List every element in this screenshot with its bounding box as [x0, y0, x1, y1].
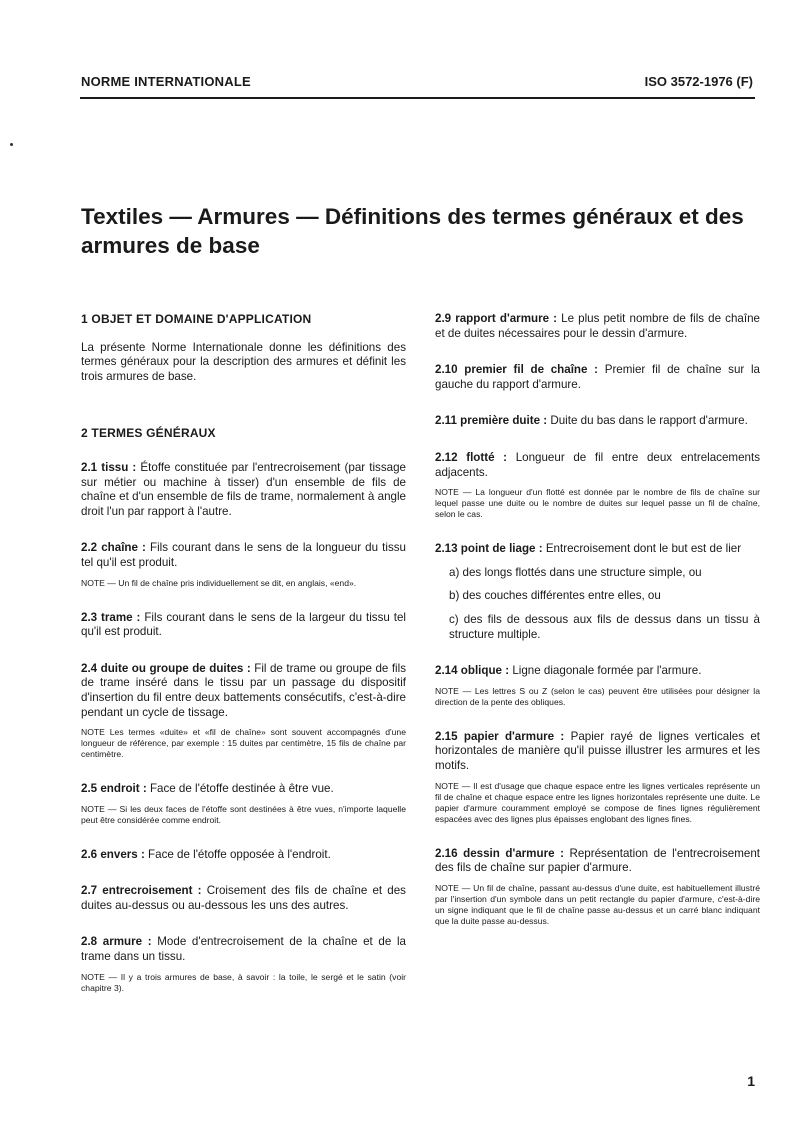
- entry-2-5-term: 2.5 endroit :: [81, 782, 147, 796]
- entry-2-10-text: Premier fil de chaîne sur la gauche du rapport d'armure.: [435, 363, 760, 391]
- entry-2-14-text: Ligne diagonale formée par l'armure.: [509, 664, 702, 678]
- page-number: 1: [747, 1073, 755, 1089]
- entry-2-10-term: 2.10 premier fil de chaîne :: [435, 363, 599, 377]
- entry-2-8-note: NOTE — Il y a trois armures de base, à savoir : la toile, le sergé et le satin (voir chapitre 3).: [81, 971, 406, 993]
- entry-2-3-text: Fils courant dans le sens de la largeur du tissu tel qu'il est produit.: [81, 610, 406, 639]
- document-title: Textiles — Armures — Définitions des termes généraux et des armures de base: [81, 204, 744, 258]
- stray-mark: [10, 143, 13, 146]
- entry-2-15-text: Papier rayé de lignes verticales et horizontales de manière qu'il puisse illustrer les armures et les motifs.: [435, 729, 760, 772]
- entry-2-5-note: NOTE — Si les deux faces de l'étoffe sont destinées à être vues, n'importe laquelle peut être considérée comme endroit.: [81, 803, 406, 825]
- entry-2-9: [435, 312, 760, 341]
- entry-2-2-text: Fils courant dans le sens de la longueur du tissu tel qu'il est produit.: [81, 541, 406, 569]
- entry-2-7-text: Croisement des fils de chaîne et des duites au-dessus ou au-dessous les uns des autres.: [81, 884, 406, 912]
- section-1-heading: 1 OBJET ET DOMAINE D'APPLICATION: [81, 312, 312, 326]
- section-2-heading: 2 TERMES GÉNÉRAUX: [81, 426, 216, 441]
- entry-2-14-note: NOTE — Les lettres S ou Z (selon le cas) peuvent être utilisées pour désigner la direction de la pente des obliques.: [435, 685, 760, 707]
- entry-2-4-term: 2.4 duite ou groupe de duites :: [81, 661, 251, 675]
- entry-2-9-text: Le plus petit nombre de fils de chaîne et de duites nécessaires pour le dessin d'armure.: [435, 312, 760, 340]
- entry-2-6: [81, 848, 406, 863]
- entry-2-6-text: Face de l'étoffe opposée à l'endroit.: [144, 847, 331, 861]
- entry-2-1-term: 2.1 tissu :: [81, 460, 137, 474]
- entry-2-10: [435, 363, 760, 392]
- entry-2-4-note: NOTE Les termes «duite» et «fil de chaîne» sont souvent accompagnés d'une longueur de référence, par exemple : 15 duites par centimètre, 15 fils de chaîne par centimètre.: [81, 727, 406, 760]
- entry-2-4-text: Fil de trame ou groupe de fils de trame inséré dans le tissu par un passage du dispositif d'insertion du fil entre deux battements consécutifs, c'est-à-dire pendant un cycle de tissage.: [81, 661, 407, 719]
- entry-2-16-text: Représentation de l'entrecroisement des fils de chaîne sur papier d'armure.: [435, 846, 761, 875]
- entry-2-13-item-a: a) des longs flottés dans une structure simple, ou: [449, 565, 702, 579]
- entry-2-12-term: 2.12 flotté :: [435, 450, 508, 464]
- entry-2-14: [435, 664, 760, 679]
- entry-2-1-text: Étoffe constituée par l'entrecroisement (par tissage sur métier ou machine à tisser) d'un ensemble de fils de chaîne et d'un ensemble de fils de trame, normalement à angle droit l'un par rapport à l'autre.: [81, 460, 406, 518]
- entry-2-7: [81, 884, 406, 913]
- entry-2-16-note: NOTE — Un fil de chaîne, passant au-dessus d'une duite, est habituellement illustré par l'insertion d'un symbole dans un petit rectangle du papier d'armure, c'est-à-dire un signe indiquant que le fil de chaîne passe au-dessus et un carré blanc indiquant que la duite passe au-dessus.: [435, 882, 760, 926]
- entry-2-12: [435, 451, 760, 480]
- entry-2-8-text: Mode d'entrecroisement de la chaîne et de la trame dans un tissu.: [81, 935, 406, 964]
- entry-2-13: [435, 542, 760, 557]
- entry-2-13-item-c: c) des fils de dessous aux fils de dessus dans un tissu à structure multiple.: [449, 612, 760, 641]
- entry-2-6-term: 2.6 envers :: [81, 847, 145, 861]
- entry-2-8-term: 2.8 armure :: [81, 935, 152, 949]
- entry-2-13-term: 2.13 point de liage :: [435, 542, 543, 556]
- left-column: [81, 312, 406, 994]
- entry-2-4: [81, 662, 406, 720]
- entry-2-9-term: 2.9 rapport d'armure :: [435, 312, 558, 325]
- entry-2-15-note: NOTE — Il est d'usage que chaque espace entre les lignes verticales représente un fil de chaîne et chaque espace entre les lignes horizontales représente une duite. Le papier d'armure couramment employé se compose de fines lignes régulièrement espacées avec des lignes plus épaisses englobant des lignes fines.: [435, 780, 760, 824]
- entry-2-16-term: 2.16 dessin d'armure :: [435, 846, 564, 860]
- entry-2-5-text: Face de l'étoffe destinée à être vue.: [146, 782, 334, 796]
- entry-2-8: [81, 935, 406, 964]
- entry-2-11: [435, 414, 760, 429]
- entry-2-16: [435, 847, 760, 876]
- entry-2-3: [81, 611, 406, 640]
- entry-2-2-term: 2.2 chaîne :: [81, 541, 146, 555]
- entry-2-5: [81, 782, 406, 797]
- header-rule: [80, 97, 755, 99]
- entry-2-11-text: Duite du bas dans le rapport d'armure.: [547, 414, 748, 428]
- entry-2-13-text: Entrecroisement dont le but est de lier: [542, 542, 742, 556]
- entry-2-14-term: 2.14 oblique :: [435, 664, 510, 678]
- entry-2-15-term: 2.15 papier d'armure :: [435, 729, 565, 743]
- entry-2-11-term: 2.11 première duite :: [435, 414, 548, 428]
- header-standard-number: ISO 3572-1976 (F): [644, 74, 753, 89]
- entry-2-13-item-b: b) des couches différentes entre elles, ou: [449, 589, 661, 603]
- header-standard-type: NORME INTERNATIONALE: [81, 74, 251, 89]
- entry-2-15: [435, 730, 760, 774]
- entry-2-12-note: NOTE — La longueur d'un flotté est donnée par le nombre de fils de chaîne sur lequel passe une duite ou le nombre de duites sur lequel passe un fil de chaîne, selon le cas.: [435, 487, 760, 520]
- entry-2-3-term: 2.3 trame :: [81, 610, 141, 624]
- right-column: [435, 312, 760, 927]
- section-1-text: La présente Norme Internationale donne les définitions des termes généraux pour la description des armures et définit les trois armures de base.: [81, 340, 406, 383]
- entry-2-1: [81, 461, 406, 519]
- entry-2-2: [81, 541, 406, 570]
- entry-2-2-note: NOTE — Un fil de chaîne pris individuellement se dit, en anglais, «end».: [81, 577, 357, 588]
- entry-2-7-term: 2.7 entrecroisement :: [81, 884, 202, 898]
- entry-2-12-text: Longueur de fil entre deux entrelacements adjacents.: [435, 450, 760, 479]
